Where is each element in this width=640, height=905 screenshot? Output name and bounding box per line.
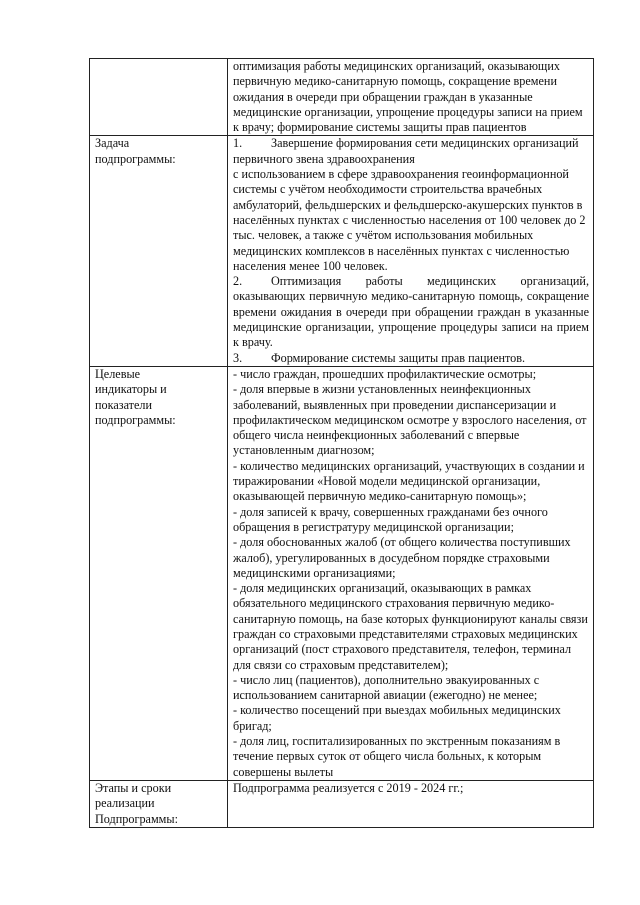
- label-cell-empty: [90, 59, 228, 136]
- indicator-item: - доля медицинских организаций, оказывающих в рамках обязательного медицинского страхования первичную медико-санитарную помощь, на базе которых функционируют каналы связи граждан со страховыми представителями страховых медицинских организаций (пост страхового представителя, телефон, терминал для связи со страховым представителем);: [233, 581, 588, 672]
- indicator-item: - число граждан, прошедших профилактические осмотры;: [233, 366, 537, 381]
- table-row-goal-continuation: [90, 59, 594, 136]
- stages-text: Подпрограмма реализуется с 2019 - 2024 гг.;: [233, 780, 464, 795]
- task-item-3-text: Формирование системы защиты прав пациентов.: [271, 350, 526, 365]
- subprogram-passport-table: [89, 58, 594, 828]
- task-item-1-number: 1.: [233, 136, 243, 151]
- goal-continuation-text: оптимизация работы медицинских организаций, оказывающих первичную медико-санитарную помощь, сокращение времени ожидания в очереди при обращении граждан в указанные медицинские организации, упрощение процедуры записи на прием к врачу; формирование системы защиты прав пациентов: [233, 59, 583, 135]
- indicator-item: - число лиц (пациентов), дополнительно эвакуированных с использованием санитарной авиации (ежегодно) не менее;: [233, 672, 540, 703]
- indicator-item: - доля записей к врачу, совершенных гражданами без очного обращения в регистратуру медицинской организации;: [233, 504, 548, 534]
- task-item-2-text: Оптимизация работы медицинских организаций, оказывающих первичную медико-санитарную помощь, сокращение времени ожидания в очереди при обращении граждан в указанные медицинские организации, упрощение процедуры записи на прием к врачу.: [233, 274, 589, 350]
- task-item-2-number: 2.: [233, 274, 243, 289]
- task-item-1-title: Завершение формирования сети медицинских организаций первичного звена здравоохранения: [233, 136, 579, 166]
- indicator-item: - доля впервые в жизни установленных неинфекционных заболеваний, выявленных при проведении диспансеризации и профилактическом медицинском осмотре у взрослого населения, от общего числа неинфекционных заболеваний с впервые установленным диагнозом;: [233, 382, 587, 458]
- task-label: Задача подпрограммы:: [95, 136, 176, 166]
- value-cell-stages: [228, 780, 594, 827]
- table-row-stages: [90, 780, 594, 827]
- indicators-label: Целевые индикаторы и показатели подпрограммы:: [95, 366, 176, 427]
- indicator-item: - доля обоснованных жалоб (от общего количества поступивших жалоб), урегулированных в досудебном порядке страховыми медицинскими организациями;: [233, 535, 571, 580]
- label-cell-indicators: [90, 366, 228, 780]
- table-row-task: [90, 136, 594, 366]
- task-item-2: [233, 274, 589, 350]
- task-item-1-body: с использованием в сфере здравоохранения геоинформационной системы с учётом необходимости строительства врачебных амбулаторий, фельдшерских и фельдшерско-акушерских пунктов в населённых пунктах с численностью населения от 100 человек до 2 тыс. человек, а также с учётом использования мобильных медицинских комплексов в населённых пунктах с численностью населения менее 100 человек.: [233, 167, 586, 273]
- indicator-item: - количество медицинских организаций, участвующих в создании и тиражировании «Новой модели медицинской организации, оказывающей первичную медико-санитарную помощь»;: [233, 458, 585, 504]
- task-item-3-number: 3.: [233, 350, 243, 365]
- label-cell-stages: [90, 780, 228, 827]
- task-item-3: [233, 351, 589, 366]
- table-row-indicators: [90, 366, 594, 780]
- stages-label: Этапы и сроки реализации Подпрограммы:: [95, 780, 178, 826]
- indicator-item: - доля лиц, госпитализированных по экстренным показаниям в течение первых суток от общего числа больных, к которым совершены вылеты: [233, 734, 561, 779]
- value-cell-task: [228, 136, 594, 366]
- task-item-1: [233, 136, 589, 167]
- label-cell-task: [90, 136, 228, 366]
- value-cell-indicators: [228, 366, 594, 780]
- document-page: [89, 58, 593, 828]
- value-cell-goal-continuation: [228, 59, 594, 136]
- indicator-item: - количество посещений при выездах мобильных медицинских бригад;: [233, 703, 561, 733]
